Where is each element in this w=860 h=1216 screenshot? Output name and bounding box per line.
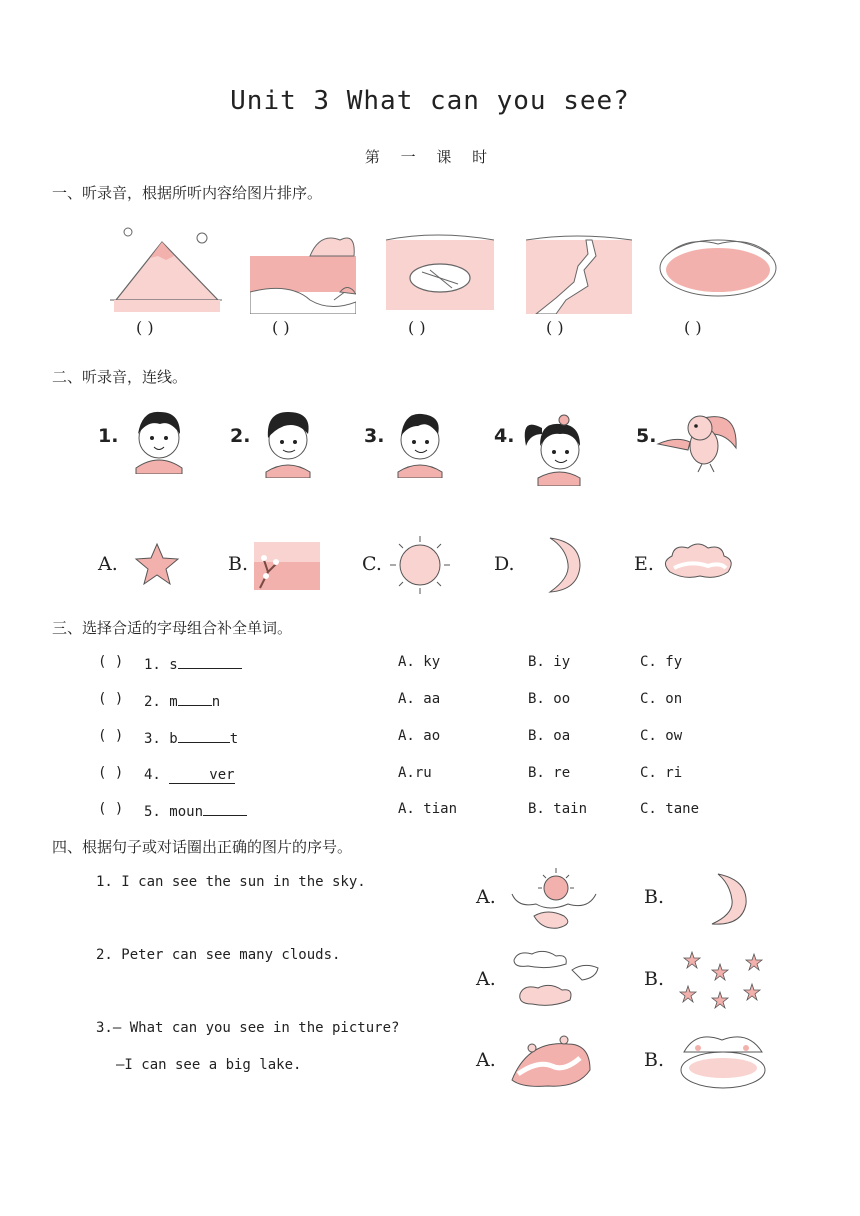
q2-option-a-label[interactable]: A. — [476, 968, 496, 990]
option-5c: C. tane — [640, 801, 700, 817]
order-blank-4[interactable]: ( ) — [546, 318, 564, 337]
answer-blank-4[interactable]: ( ) — [98, 765, 124, 781]
option-2c: C. on — [640, 691, 683, 707]
section2-heading: 二、听录音，连线。 — [52, 368, 188, 386]
q2-stars-picture[interactable] — [678, 950, 768, 1010]
word-blank-4[interactable] — [169, 765, 209, 779]
order-blank-2[interactable]: ( ) — [272, 318, 290, 337]
river-picture — [526, 226, 632, 314]
match-bottom-label-c: C. — [362, 553, 382, 575]
q1-moon-picture[interactable] — [694, 870, 752, 930]
answer-blank-2[interactable]: ( ) — [98, 691, 124, 707]
tree-branch-picture — [254, 542, 320, 590]
option-2b: B. oo — [528, 691, 571, 707]
question-2: 2. m n — [144, 691, 220, 710]
match-bottom-label-d: D. — [494, 553, 515, 575]
match-top-label-1: 1. — [98, 425, 119, 447]
option-5a: A. tian — [398, 801, 458, 817]
q2-clouds-picture[interactable] — [508, 946, 604, 1012]
match-top-label-3: 3. — [364, 425, 385, 447]
q2-option-b-label[interactable]: B. — [644, 968, 665, 990]
match-top-label-4: 4. — [494, 425, 515, 447]
circle-question-3b: —I can see a big lake. — [116, 1057, 302, 1073]
lake-picture — [658, 232, 778, 302]
option-1c: C. fy — [640, 654, 683, 670]
word-blank-3[interactable] — [178, 728, 230, 743]
answer-blank-1[interactable]: ( ) — [98, 654, 124, 670]
order-blank-1[interactable]: ( ) — [136, 318, 154, 337]
boy-picture-2 — [258, 404, 318, 478]
q3-option-b-label[interactable]: B. — [644, 1049, 665, 1071]
moon-picture — [528, 534, 584, 594]
match-bottom-label-a: A. — [98, 553, 118, 575]
option-3a: A. ao — [398, 728, 441, 744]
girl-picture-4 — [516, 406, 592, 486]
option-2a: A. aa — [398, 691, 441, 707]
option-4c: C. ri — [640, 765, 683, 781]
question-1: 1. s — [144, 654, 242, 673]
circle-question-2: 2. Peter can see many clouds. — [96, 947, 341, 963]
boy-picture-1 — [124, 404, 194, 474]
q1-sun-cloud-picture[interactable] — [508, 864, 600, 932]
mountain-picture — [110, 222, 222, 314]
q1-option-a-label[interactable]: A. — [476, 886, 496, 908]
option-3b: B. oa — [528, 728, 571, 744]
section3-heading: 三、选择合适的字母组合补全单词。 — [52, 619, 293, 637]
match-top-label-5: 5. — [636, 425, 657, 447]
order-blank-3[interactable]: ( ) — [408, 318, 426, 337]
word-blank-2[interactable] — [178, 691, 212, 706]
circle-question-3a: 3.— What can you see in the picture? — [96, 1020, 400, 1036]
section1-heading: 一、听录音，根据所听内容给图片排序。 — [52, 184, 323, 202]
option-5b: B. tain — [528, 801, 588, 817]
answer-blank-3[interactable]: ( ) — [98, 728, 124, 744]
match-bottom-label-e: E. — [634, 553, 654, 575]
page-subtitle: 第 一 课 时 — [364, 148, 496, 166]
match-top-label-2: 2. — [230, 425, 251, 447]
word-blank-1[interactable] — [178, 654, 242, 669]
option-3c: C. ow — [640, 728, 683, 744]
answer-blank-5[interactable]: ( ) — [98, 801, 124, 817]
sea-picture — [250, 222, 356, 314]
dragon-picture-5 — [656, 408, 742, 474]
cloud-picture — [660, 540, 736, 582]
option-1a: A. ky — [398, 654, 441, 670]
circle-question-1: 1. I can see the sun in the sky. — [96, 874, 366, 890]
order-blank-5[interactable]: ( ) — [684, 318, 702, 337]
q1-option-b-label[interactable]: B. — [644, 886, 665, 908]
option-1b: B. iy — [528, 654, 571, 670]
word-blank-5[interactable] — [203, 801, 247, 816]
boy-picture-3 — [390, 406, 450, 478]
q3-river-picture[interactable] — [508, 1030, 594, 1090]
match-bottom-label-b: B. — [228, 553, 249, 575]
option-4a: A.ru — [398, 765, 432, 781]
q3-lake-picture[interactable] — [676, 1028, 770, 1092]
star-picture — [130, 538, 184, 588]
section4-heading: 四、根据句子或对话圈出正确的图片的序号。 — [52, 838, 353, 856]
question-5: 5. moun — [144, 801, 247, 820]
q3-option-a-label[interactable]: A. — [476, 1049, 496, 1071]
boat-picture — [386, 222, 494, 314]
page-title: Unit 3 What can you see? — [230, 86, 630, 116]
question-4: 4. ver — [144, 767, 235, 783]
question-3: 3. b t — [144, 728, 238, 747]
sun-picture — [388, 534, 452, 596]
option-4b: B. re — [528, 765, 571, 781]
